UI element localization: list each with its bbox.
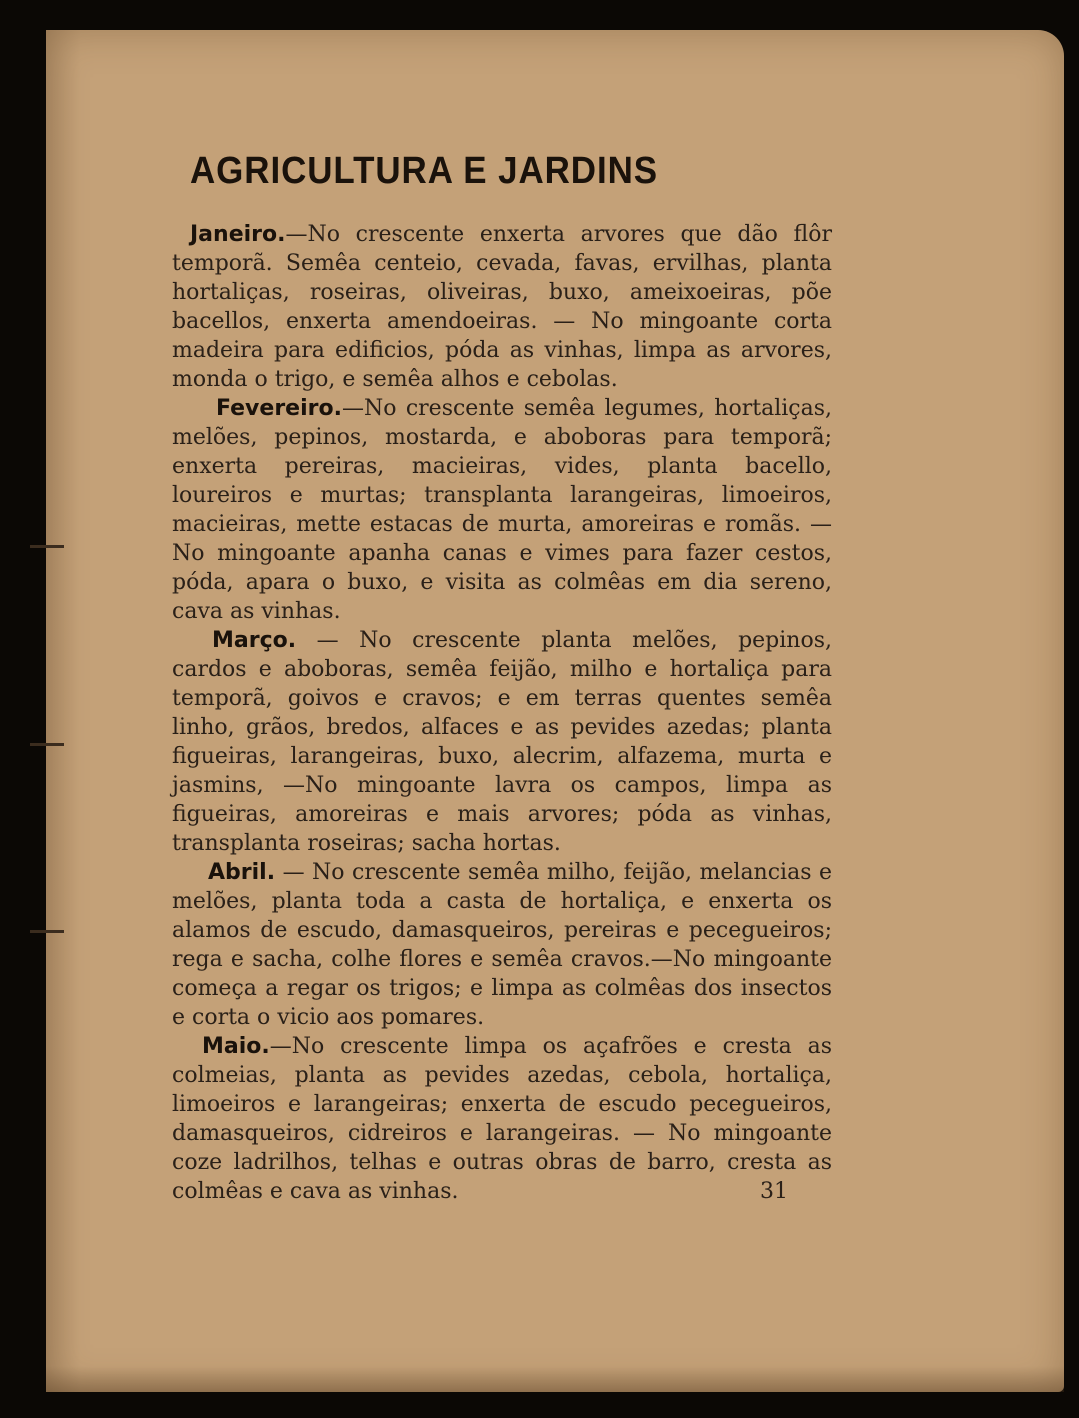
month-label: Maio.: [202, 1034, 270, 1059]
month-label: Janeiro.: [190, 222, 286, 247]
binding-mark: [30, 930, 64, 933]
page-number: 31: [760, 1179, 788, 1204]
binding-mark: [30, 545, 64, 548]
entry-fevereiro: [172, 394, 832, 626]
binding-mark: [30, 743, 64, 746]
month-label: Fevereiro.: [216, 396, 342, 421]
entry-text: — No crescente semêa milho, feijão, melancias e melões, planta toda a casta de hortaliça, e enxerta os alamos de escudo, damasqueiros, pereiras e pecegueiros; rega e sacha, colhe flores e semêa cravos.—No mingoante começa a regar os trigos; e limpa as colmêas dos insectos e corta o vicio aos pomares.: [172, 860, 832, 1030]
entry-text: —No crescente semêa legumes, hortaliças, melões, pepinos, mostarda, e aboboras para temporã; enxerta pereiras, macieiras, vides, planta bacello, loureiros e murtas; transplanta larangeiras, limoeiros, macieiras, mette estacas de murta, amoreiras e romãs. — No mingoante apanha canas e vimes para fazer cestos, póda, apara o buxo, e visita as colmêas em dia sereno, cava as vinhas.: [172, 396, 832, 624]
calendar-text: [172, 220, 832, 1206]
page-title: AGRICULTURA E JARDINS: [190, 150, 658, 192]
entry-marco: [172, 626, 832, 858]
entry-maio: [172, 1032, 832, 1206]
entry-abril: [172, 858, 832, 1032]
entry-text: —No crescente limpa os açafrões e cresta as colmeias, planta as pevides azedas, cebola, hortaliça, limoeiros e larangeiras; enxerta de escudo pecegueiros, damasqueiros, cidreiros e larangeiras. — No mingoante coze ladrilhos, telhas e outras obras de barro, cresta as colmêas e cava as vinhas.: [172, 1034, 832, 1204]
month-label: Abril.: [208, 860, 276, 885]
entry-janeiro: [172, 220, 832, 394]
page-bottom-edge: [46, 1366, 1064, 1392]
entry-text: — No crescente planta melões, pepinos, cardos e aboboras, semêa feijão, milho e hortaliça para temporã, goivos e cravos; e em terras quentes semêa linho, grãos, bredos, alfaces e as pevides azedas; planta figueiras, larangeiras, buxo, alecrim, alfazema, murta e jasmins, —No mingoante lavra os campos, limpa as figueiras, amoreiras e mais arvores; póda as vinhas, transplanta roseiras; sacha hortas.: [172, 628, 832, 856]
entry-text: —No crescente enxerta arvores que dão flôr temporã. Semêa centeio, cevada, favas, ervilhas, planta hortaliças, roseiras, oliveiras, buxo, ameixoeiras, põe bacellos, enxerta amendoeiras. — No mingoante corta madeira para edificios, póda as vinhas, limpa as arvores, monda o trigo, e semêa alhos e cebolas.: [172, 222, 832, 392]
page-spine-shadow: [46, 30, 80, 1392]
month-label: Março.: [212, 628, 297, 653]
